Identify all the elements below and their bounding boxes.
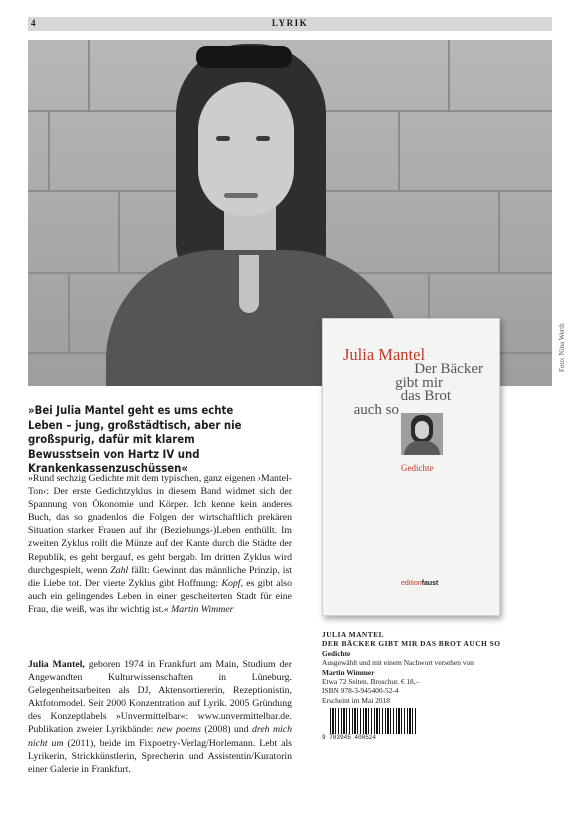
info-details: Etwa 72 Seiten. Broschur. € 18,–	[322, 677, 420, 687]
info-isbn: ISBN 978-3-945400-52-4	[322, 686, 399, 696]
review-text: »Rund sechzig Gedichte mit dem typischen, ganz eigenen ›Mantel-Ton‹: Der erste Gedichtzyklus in diesem Band widmet sich der Spannung von Ökonomie und Körper. Ich kenne kein anderes Buch, das so gnadenlos die Folgen der wirtschaftlich prekären Situation starker Frauen auf ihr (Beziehungs-)Leben enthüllt. Im zweiten Zyklus rollt die Münze auf der Kante durch die Städte der Republik, es geht bergauf, es geht bergab. Im dritten Zyklus wird durchgespielt, wenn Zahl fällt: Gewinnt das männliche Prinzip, ist die Liebe tot. Der vierte Zyklus gibt Hoffnung: Kopf, es gibt also auch ein gelingendes Leben in einer gescheiterten Stadt für eine Frau, die weiß, was ihr wichtig ist.« Martin Wimmer	[28, 473, 293, 615]
info-editor-line: Ausgewählt und mit einem Nachwort versehen von	[322, 658, 474, 668]
info-genre: Gedichte	[322, 648, 351, 658]
cover-title	[333, 363, 483, 417]
barcode-number: 9 783945 400524	[322, 734, 377, 741]
cover-author: Julia Mantel	[343, 345, 426, 364]
cover-photo	[401, 413, 443, 455]
info-title: DER BÄCKER GIBT MIR DAS BROT AUCH SO	[322, 639, 501, 649]
page-number: 4	[31, 18, 36, 28]
cover-genre: Gedichte	[401, 463, 434, 473]
photo-credit: Foto: Nina Werth	[558, 323, 566, 372]
book-info	[322, 630, 522, 705]
cover-title-line: gibt mir	[395, 374, 443, 391]
info-editor: Martin Wimmer	[322, 667, 375, 677]
reviewer-name: Martin Wimmer	[171, 603, 234, 615]
bio-name: Julia Mantel,	[28, 659, 85, 670]
header-bar	[28, 17, 552, 31]
cover-title-line: das Brot	[400, 388, 451, 404]
info-release: Erscheint im Mai 2018	[322, 695, 390, 705]
section-title: LYRIK	[271, 18, 309, 28]
book-cover	[322, 318, 500, 616]
publisher-logo: editionfaust	[401, 580, 439, 587]
cover-title-line: auch so	[353, 401, 399, 418]
barcode	[322, 708, 418, 740]
pull-quote: »Bei Julia Mantel geht es ums echte Leben – jung, großstädtisch, aber nie großspurig, dafür mit klarem Bewusstsein von Hartz IV und Krankenkassenzuschüssen«	[28, 404, 242, 476]
cover-title-line: Der Bäcker	[414, 361, 483, 377]
info-author: JULIA MANTEL	[322, 630, 385, 639]
author-bio: Julia Mantel, geboren 1974 in Frankfurt am Main, Studium der Angewandten Kulturwissenschaften in Lüneburg. Gelegenheitsarbeiten als DJ, Aktensortiererin, Rezeptionistin, Aktfotomodel. Seit 2000 Konzentration auf Lyrik. 2005 Gründung des Konzeptlabels »Unvermittelbar«: www.unvermittelbar.de. Publikation zweier Lyrikbände: new poems (2008) und dreh mich nicht um (2011), beide im Fixpoetry-Verlag/Horlemann. Lebt als Lyrikerin, Strickkünstlerin, Sprecherin und Assistentin/Kuratorin einer Galerie in Frankfurt.	[28, 659, 292, 775]
